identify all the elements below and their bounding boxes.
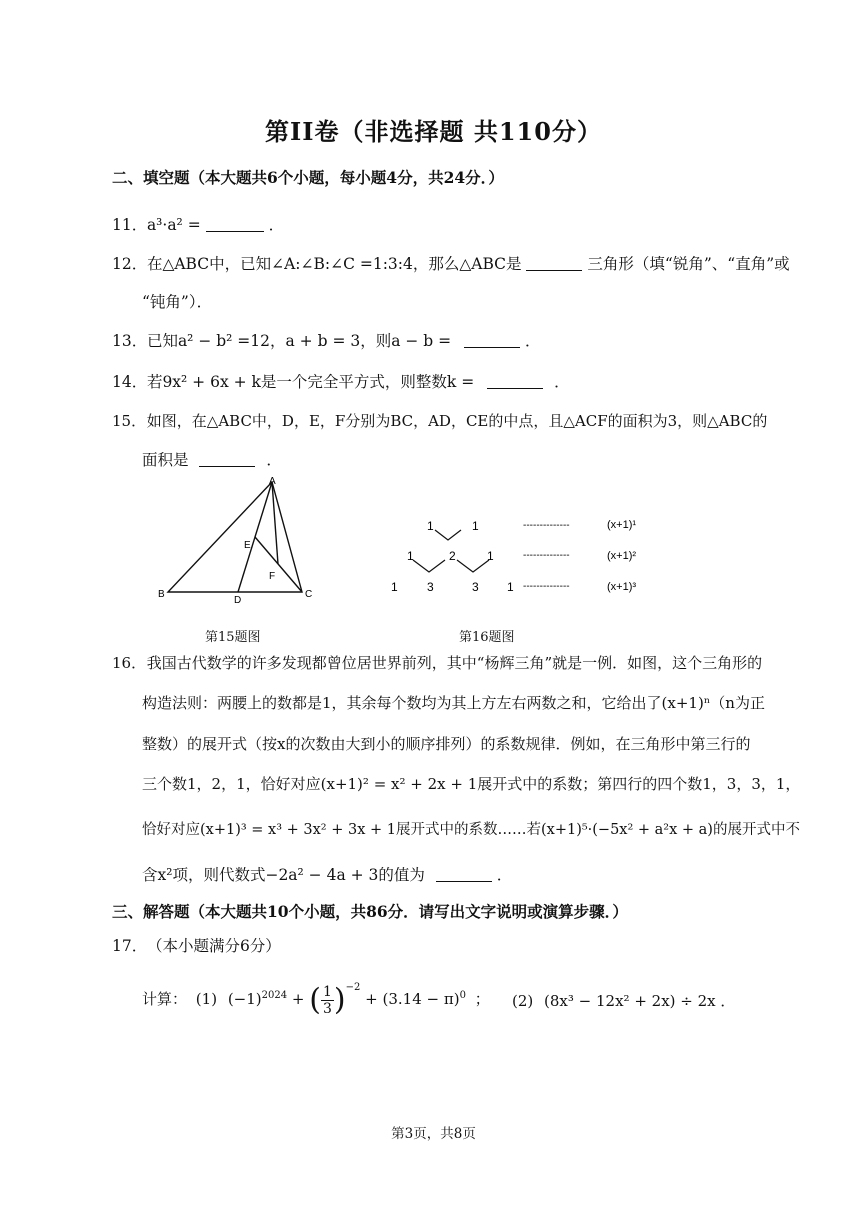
q16-line-4: 三个数1，2，1，恰好对应(x+1)² = x² + 2x + 1展开式中的系数；第四行的四个数1，3，3，1， xyxy=(142,775,801,793)
q13-number: 13． xyxy=(112,332,148,350)
label-f: F xyxy=(269,571,276,582)
q12-text-1: 在△ABC中，已知∠A:∠B:∠C =1:3:4，那么△ABC是 xyxy=(146,255,522,273)
q17-part1-term-c-exp: 0 xyxy=(459,990,466,1001)
q14-text: 若9x² + 6x + k是一个完全平方式，则整数k = xyxy=(146,373,475,391)
yh-dashes-2: -------------- xyxy=(523,550,570,561)
q16-number: 16． xyxy=(112,654,147,672)
q17-part2-row xyxy=(512,990,735,1011)
question-13 xyxy=(112,329,541,351)
q17-part1-fraction xyxy=(321,984,334,1017)
figure-15-caption: 第15题图 xyxy=(205,630,261,645)
yh-r3-b: 3 xyxy=(427,580,434,594)
yh-r3-d: 1 xyxy=(507,580,514,594)
q11-number: 11． xyxy=(112,216,148,234)
q17-part1-label: (1) xyxy=(195,990,218,1008)
label-d: D xyxy=(234,595,242,606)
q13-end: ． xyxy=(525,332,541,350)
q14-answer-blank[interactable] xyxy=(487,374,543,389)
page-title: 第II卷（非选择题 共110分） xyxy=(265,117,602,146)
yh-r1-b: 1 xyxy=(472,519,479,533)
q16-line-6: 含x²项，则代数式−2a² − 4a + 3的值为 xyxy=(142,866,425,884)
q17-part2-end: ． xyxy=(720,992,736,1010)
q15-answer-blank[interactable] xyxy=(199,452,255,467)
q17-calc-label: 计算： xyxy=(142,990,188,1008)
q17-part1-end: ； xyxy=(474,990,490,1008)
q17-part1-frac-exp: −2 xyxy=(345,982,361,993)
connector-r2b xyxy=(457,560,489,572)
connector-r1 xyxy=(435,530,461,540)
section2-header: 二、填空题（本大题共6个小题，每小题4分，共24分．） xyxy=(112,168,504,187)
yh-r3-a: 1 xyxy=(391,580,398,594)
q11-text: a³·a² = xyxy=(146,216,201,234)
yh-r2-b: 2 xyxy=(449,549,456,563)
q17-part1-term-c: (3.14 − π) xyxy=(382,990,460,1008)
yh-r1-a: 1 xyxy=(427,519,434,533)
q15-text-1: 如图，在△ABC中，D，E，F分别为BC，AD，CE的中点，且△ACF的面积为3，则△ABC的 xyxy=(146,412,768,430)
q16-line-3: 整数）的展开式（按x的次数由大到小的顺序排列）的系数规律．例如，在三角形中第三行的 xyxy=(142,735,751,753)
yh-dashes-1: -------------- xyxy=(523,520,570,531)
q15-text-2: 面积是 xyxy=(142,451,189,469)
q12-number: 12． xyxy=(112,255,148,273)
figure-15 xyxy=(150,472,330,607)
q16-line-1: 我国古代数学的许多发现都曾位居世界前列，其中“杨辉三角”就是一例．如图，这个三角形的 xyxy=(146,654,763,672)
yh-dashes-3: -------------- xyxy=(523,581,570,592)
figure-16-caption: 第16题图 xyxy=(459,630,515,645)
q14-end: ． xyxy=(554,373,570,391)
question-12 xyxy=(112,252,790,274)
question-17 xyxy=(112,934,281,956)
label-a: A xyxy=(269,476,276,487)
yh-r2-c: 1 xyxy=(487,549,494,563)
question-15 xyxy=(112,410,767,431)
q17-header: （本小题满分6分） xyxy=(146,937,281,955)
q14-number: 14． xyxy=(112,373,148,391)
q11-answer-blank[interactable] xyxy=(206,217,264,232)
q17-part2-expr: (8x³ − 12x² + 2x) ÷ 2x xyxy=(544,992,716,1010)
triangle-abc xyxy=(168,482,302,592)
page-footer: 第3页，共8页 xyxy=(391,1126,476,1142)
q17-part1-plus-2: + xyxy=(365,990,378,1008)
q16-line-5: 恰好对应(x+1)³ = x³ + 3x² + 3x + 1展开式中的系数……若(x+1)⁵·(−5x² + a²x + a)的展开式中不 xyxy=(142,822,800,838)
question-16 xyxy=(112,652,762,673)
q11-end: ． xyxy=(268,216,285,234)
label-c: C xyxy=(305,589,313,600)
q16-line-2: 构造法则：两腰上的数都是1，其余每个数均为其上方左右两数之和，它给出了(x+1)ⁿ（n为正 xyxy=(142,694,765,712)
q15-number: 15． xyxy=(112,412,147,430)
figure-16 xyxy=(385,508,655,608)
q17-number: 17． xyxy=(112,937,148,955)
yh-expr-1: (x+1)¹ xyxy=(607,519,637,531)
q12-answer-blank[interactable] xyxy=(526,256,582,271)
q16-end: ． xyxy=(496,866,513,884)
section3-header: 三、解答题（本大题共10个小题，共86分．请写出文字说明或演算步骤．） xyxy=(112,902,628,921)
q15-line-2 xyxy=(142,448,282,470)
yh-r3-c: 3 xyxy=(472,580,479,594)
yh-expr-3: (x+1)³ xyxy=(607,581,637,593)
label-e: E xyxy=(244,540,251,551)
yh-r2-a: 1 xyxy=(407,549,414,563)
q16-answer-blank[interactable] xyxy=(436,867,492,882)
q17-part1-term-a: (−1) xyxy=(227,990,262,1008)
q17-calc-row xyxy=(142,982,490,1018)
q17-part2-label: (2) xyxy=(512,992,534,1010)
q16-line-6-row xyxy=(142,863,512,885)
q12-text-3: “钝角”）． xyxy=(142,293,213,311)
q17-part1-plus-1: + xyxy=(291,990,305,1008)
q12-text-2: 三角形（填“锐角”、“直角”或 xyxy=(587,255,790,273)
q13-answer-blank[interactable] xyxy=(464,333,520,348)
connector-r2a xyxy=(413,560,445,572)
q15-end: ． xyxy=(266,451,282,469)
q17-part1-paren-close: ) xyxy=(333,982,346,1018)
yh-expr-2: (x+1)² xyxy=(607,550,637,562)
q17-part1-frac-num: 1 xyxy=(322,983,332,1000)
question-11 xyxy=(112,213,284,235)
question-14 xyxy=(112,370,570,392)
label-b: B xyxy=(158,589,165,600)
q17-part1-frac-den: 3 xyxy=(322,1000,332,1017)
q13-text: 已知a² − b² =12，a + b = 3，则a − b = xyxy=(146,332,452,350)
q17-part1-term-a-exp: 2024 xyxy=(261,990,288,1001)
q17-part1-paren-open: ( xyxy=(309,982,321,1018)
